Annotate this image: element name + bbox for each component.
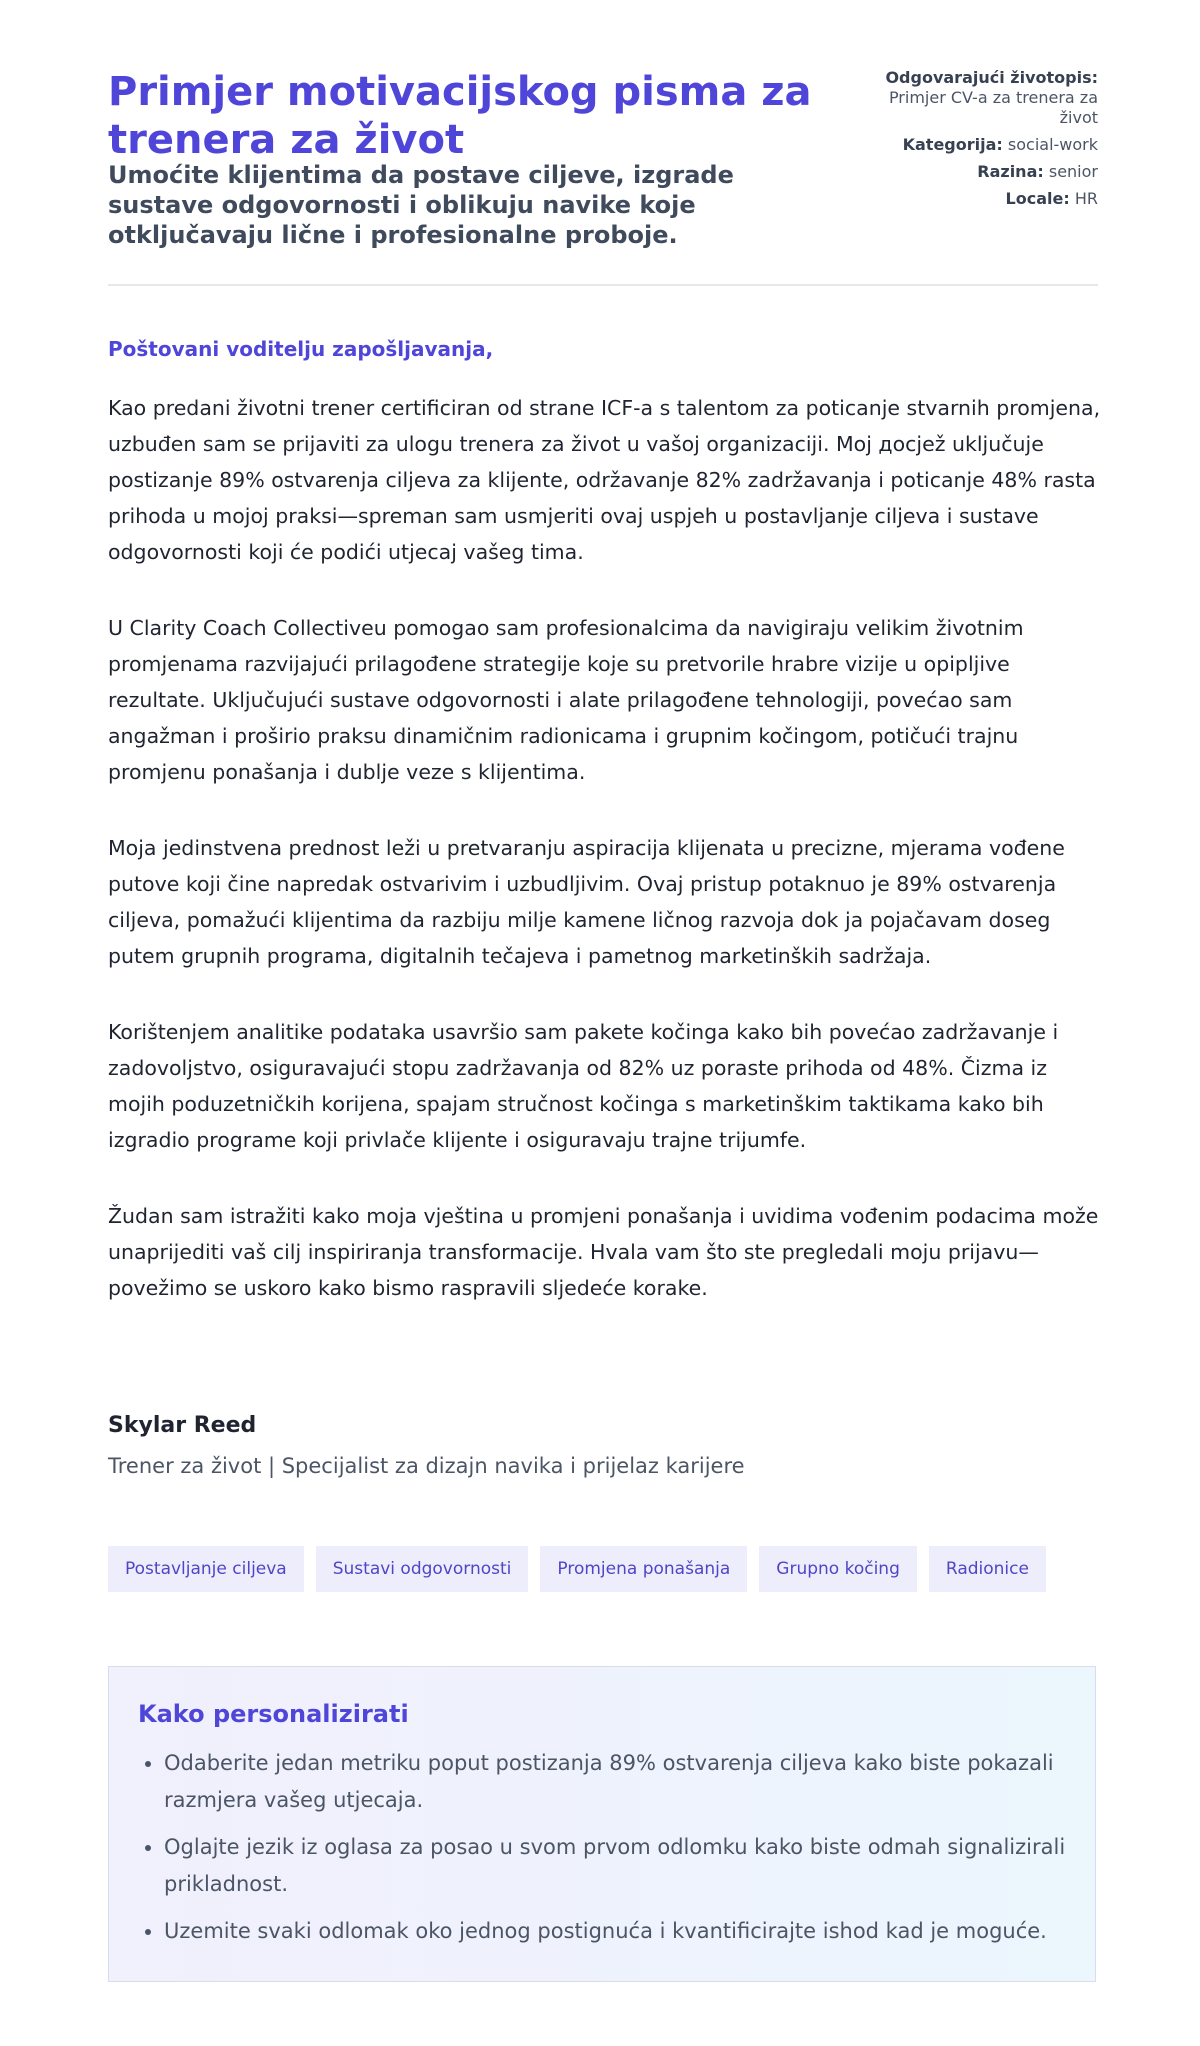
- letter-paragraph: U Clarity Coach Collectiveu pomogao sam profesionalcima da navigiraju velikim životnim promjenama razvijajući prilagođene strategije koje su pretvorile hrabre vizije u opipljive rezultate. Uključujući sustave odgovornosti i alate prilagođene tehnologiji, povećao sam angažman i proširio praksu dinamičnim radionicama i grupnim kočingom, potičući trajnu promjenu ponašanja i dublje veze s klijentima.: [108, 616, 1024, 784]
- letter-body: [108, 390, 1106, 1346]
- meta-category-key: Kategorija:: [902, 135, 1003, 154]
- skill-tags: [108, 1546, 1046, 1592]
- page-title: Primjer motivacijskog pisma za trenera za život: [108, 69, 812, 163]
- letter-paragraph: Kao predani životni trener certificiran od strane ICF-a s talentom za poticanje stvarnih promjena, uzbuđen sam se prijaviti za ulogu trenera za život u vašoj organizaciji. Moj досjež uključuje postizanje 89% ostvarenja ciljeva za klijente, održavanje 82% zadržavanja i poticanje 48% rasta prihoda u mojoj praksi—spreman sam usmjeriti ovaj uspjeh u postavljanje ciljeva i sustave odgovornosti koji će podići utjecaj vašeg tima.: [108, 396, 1101, 564]
- meta-locale-value: HR: [1074, 189, 1098, 208]
- meta-locale-key: Locale:: [1005, 189, 1070, 208]
- meta-level-value: senior: [1048, 162, 1098, 181]
- letter-paragraph: Moja jedinstvena prednost leži u pretvaranju aspiracija klijenata u precizne, mjerama vođene putove koji čine napredak ostvarivim i uzbudljivim. Ovaj pristup potaknuo je 89% ostvarenja ciljeva, pomažući klijentima da razbiju milje kamene ličnog razvoja dok ja pojačavam doseg putem grupnih programa, digitalnih tečajeva i pametnog marketinških sadržaja.: [108, 836, 1065, 968]
- letter-paragraph: Žudan sam istražiti kako moja vještina u promjeni ponašanja i uvidima vođenim podacima može unaprijediti vaš cilj inspiriranja transformacije. Hvala vam što ste pregledali moju prijavu—povežimo se uskoro kako bismo raspravili sljedeće korake.: [108, 1204, 1099, 1300]
- tips-title: Kako personalizirati: [138, 1700, 409, 1728]
- meta-panel: [878, 68, 1098, 216]
- meta-resume: [878, 68, 1098, 128]
- tip-item: • Odaberite jedan metriku poput postizanja 89% ostvarenja ciljeva kako biste pokazali razmjera vašeg utjecaja.: [164, 1745, 1094, 1819]
- letter-paragraph: Korištenjem analitike podataka usavršio sam pakete kočinga kako bih povećao zadržavanje i zadovoljstvo, osiguravajući stopu zadržavanja od 82% uz poraste prihoda od 48%. Čizma iz mojih poduzetničkih korijena, spajam stručnost kočinga s marketinškim taktikama kako bih izgradio programe koji privlače klijente i osiguravaju trajne trijumfe.: [108, 1020, 1059, 1152]
- meta-resume-value[interactable]: Primjer CV-a za trenera za život: [888, 88, 1098, 127]
- page-subtitle: Umoćite klijentima da postave ciljeve, izgrade sustave odgovornosti i oblikuju navike koje otključavaju lične i profesionalne proboje.: [108, 161, 734, 249]
- meta-category: [878, 135, 1098, 155]
- personalization-tips-box: [108, 1666, 1096, 1982]
- tips-list: [138, 1745, 1094, 1960]
- meta-locale: [878, 189, 1098, 209]
- skill-tag[interactable]: Radionice: [929, 1546, 1046, 1592]
- skill-tag[interactable]: Sustavi odgovornosti: [316, 1546, 529, 1592]
- signature-name: Skylar Reed: [108, 1413, 257, 1438]
- tip-item: • Oglajte jezik iz oglasa za posao u svom prvom odlomku kako biste odmah signalizirali prikladnost.: [164, 1829, 1094, 1903]
- skill-tag[interactable]: Grupno kočing: [759, 1546, 917, 1592]
- header-divider: [108, 284, 1098, 286]
- signature-block: [108, 1412, 745, 1480]
- meta-category-value: social-work: [1007, 135, 1098, 154]
- meta-level: [878, 162, 1098, 182]
- tip-item: • Uzemite svaki odlomak oko jednog postignuća i kvantificirajte ishod kad je moguće.: [164, 1913, 1094, 1950]
- skill-tag[interactable]: Postavljanje ciljeva: [108, 1546, 304, 1592]
- skill-tag[interactable]: Promjena ponašanja: [540, 1546, 747, 1592]
- signature-role: Trener za život | Specijalist za dizajn navika i prijelaz karijere: [108, 1454, 745, 1478]
- letter-salutation: Poštovani voditelju zapošljavanja,: [108, 337, 494, 361]
- meta-resume-key: Odgovarajući životopis:: [885, 68, 1098, 87]
- meta-level-key: Razina:: [977, 162, 1044, 181]
